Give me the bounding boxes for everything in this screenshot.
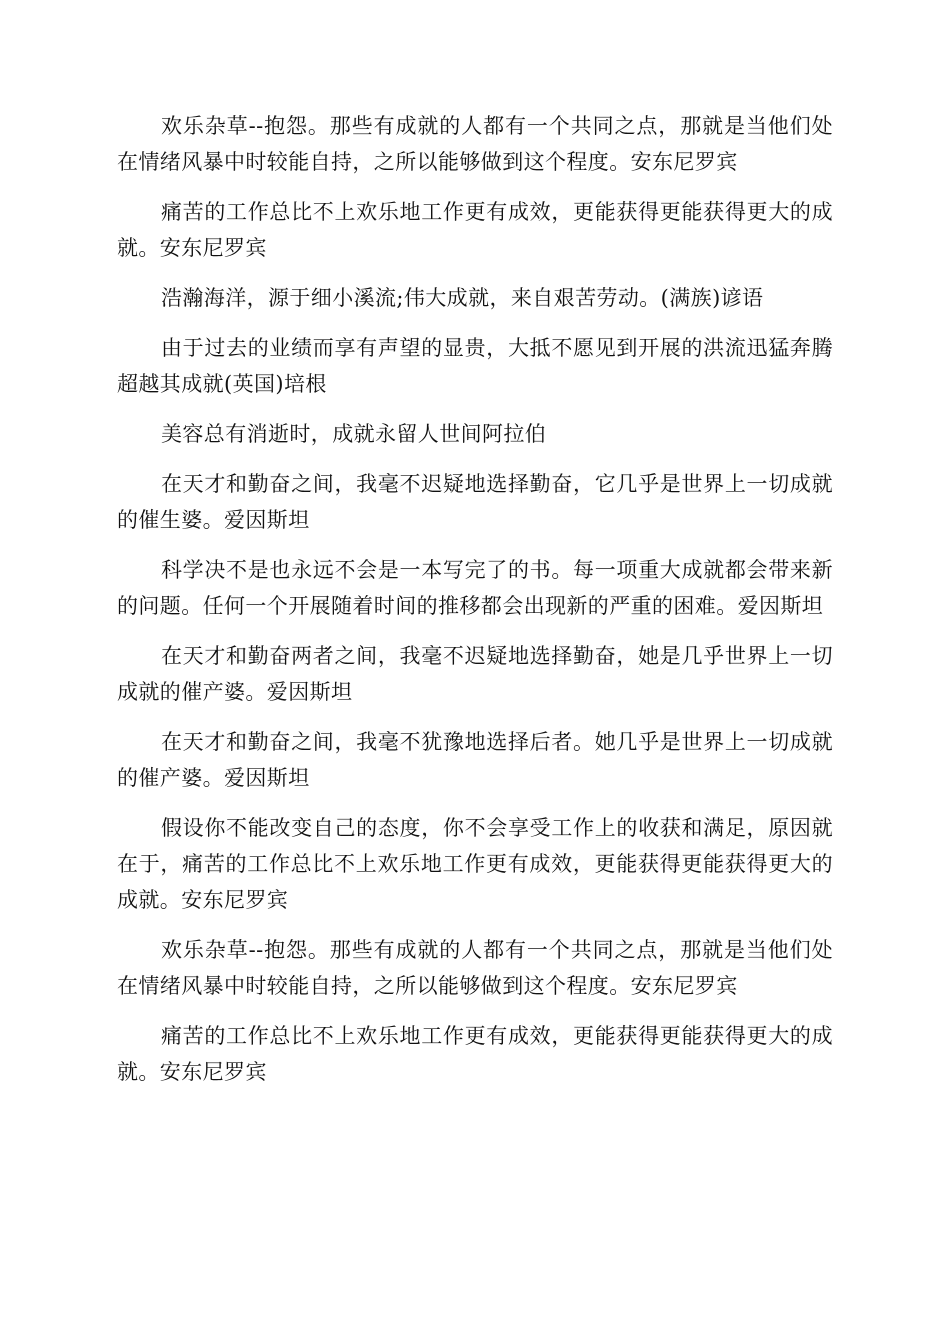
paragraph: 浩瀚海洋，源于细小溪流;伟大成就，来自艰苦劳动。(满族)谚语 — [161, 286, 764, 310]
paragraph: 在天才和勤奋两者之间，我毫不迟疑地选择勤奋，她是几乎世界上一切成就的催产婆。爱因斯坦 — [117, 644, 833, 704]
paragraph: 在天才和勤奋之间，我毫不迟疑地选择勤奋，它几乎是世界上一切成就的催生婆。爱因斯坦 — [117, 472, 833, 532]
paragraph: 欢乐杂草--抱怨。那些有成就的人都有一个共同之点，那就是当他们处在情绪风暴中时较能自持，之所以能够做到这个程度。安东尼罗宾 — [117, 114, 833, 174]
paragraph: 痛苦的工作总比不上欢乐地工作更有成效，更能获得更能获得更大的成就。安东尼罗宾 — [117, 200, 833, 260]
document-body — [117, 108, 833, 1104]
paragraph: 假设你不能改变自己的态度，你不会享受工作上的收获和满足，原因就在于，痛苦的工作总比不上欢乐地工作更有成效，更能获得更能获得更大的成就。安东尼罗宾 — [117, 816, 833, 912]
paragraph: 在天才和勤奋之间，我毫不犹豫地选择后者。她几乎是世界上一切成就的催产婆。爱因斯坦 — [117, 730, 833, 790]
paragraph: 美容总有消逝时，成就永留人世间阿拉伯 — [161, 422, 547, 446]
paragraph: 由于过去的业绩而享有声望的显贵，大抵不愿见到开展的洪流迅猛奔腾超越其成就(英国)培根 — [117, 336, 833, 396]
paragraph: 欢乐杂草--抱怨。那些有成就的人都有一个共同之点，那就是当他们处在情绪风暴中时较能自持，之所以能够做到这个程度。安东尼罗宾 — [117, 938, 833, 998]
paragraph: 痛苦的工作总比不上欢乐地工作更有成效，更能获得更能获得更大的成就。安东尼罗宾 — [117, 1024, 833, 1084]
paragraph: 科学决不是也永远不会是一本写完了的书。每一项重大成就都会带来新的问题。任何一个开展随着时间的推移都会出现新的严重的困难。爱因斯坦 — [117, 558, 833, 618]
